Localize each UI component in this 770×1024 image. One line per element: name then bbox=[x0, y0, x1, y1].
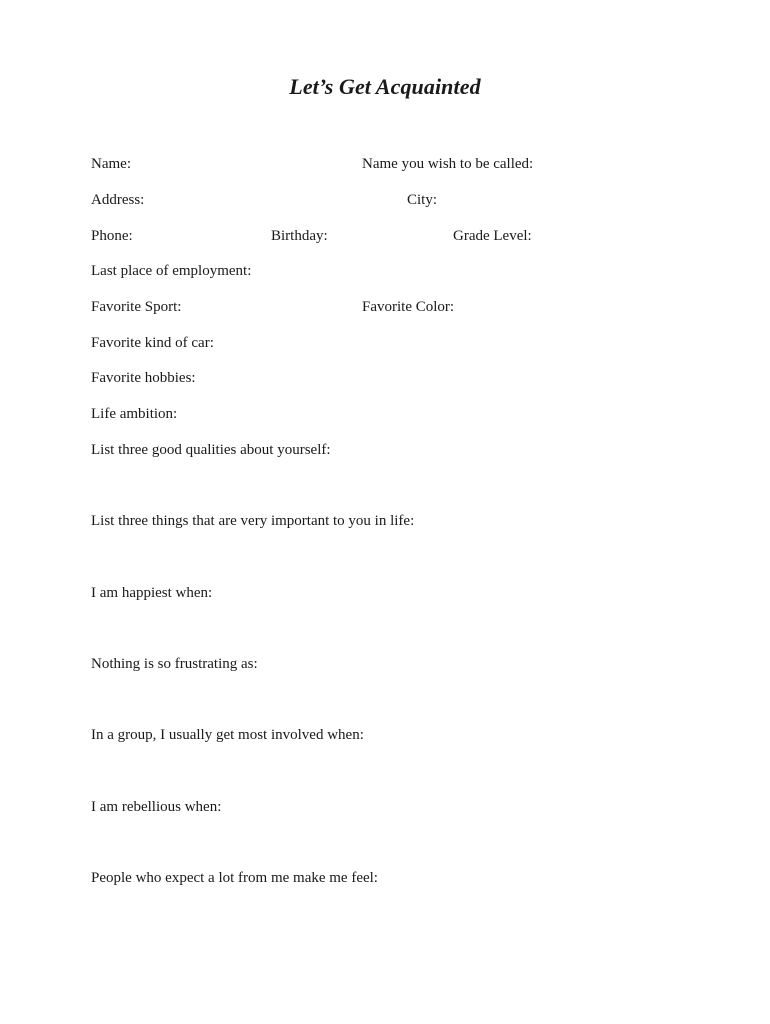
address-label: Address: bbox=[91, 192, 145, 208]
name-label: Name: bbox=[91, 156, 131, 172]
city-label: City: bbox=[407, 192, 438, 208]
favorite-car-label: Favorite kind of car: bbox=[91, 335, 214, 351]
last-employment-label: Last place of employment: bbox=[91, 263, 252, 279]
birthday-label: Birthday: bbox=[271, 228, 328, 244]
form-title: Let’s Get Acquainted bbox=[289, 74, 481, 99]
favorite-hobbies-label: Favorite hobbies: bbox=[91, 370, 196, 386]
grade-level-label: Grade Level: bbox=[453, 228, 532, 244]
important-things-label: List three things that are very important to you in life: bbox=[91, 513, 415, 529]
preferred-name-label: Name you wish to be called: bbox=[362, 156, 534, 172]
phone-label: Phone: bbox=[91, 228, 133, 244]
favorite-color-label: Favorite Color: bbox=[362, 299, 455, 315]
good-qualities-label: List three good qualities about yourself: bbox=[91, 442, 331, 458]
life-ambition-label: Life ambition: bbox=[91, 406, 178, 422]
frustrating-label: Nothing is so frustrating as: bbox=[91, 656, 258, 672]
expectations-feel-label: People who expect a lot from me make me feel: bbox=[91, 870, 378, 886]
happiest-when-label: I am happiest when: bbox=[91, 585, 213, 601]
favorite-sport-label: Favorite Sport: bbox=[91, 299, 182, 315]
group-involved-label: In a group, I usually get most involved when: bbox=[91, 727, 364, 743]
rebellious-when-label: I am rebellious when: bbox=[91, 799, 222, 815]
